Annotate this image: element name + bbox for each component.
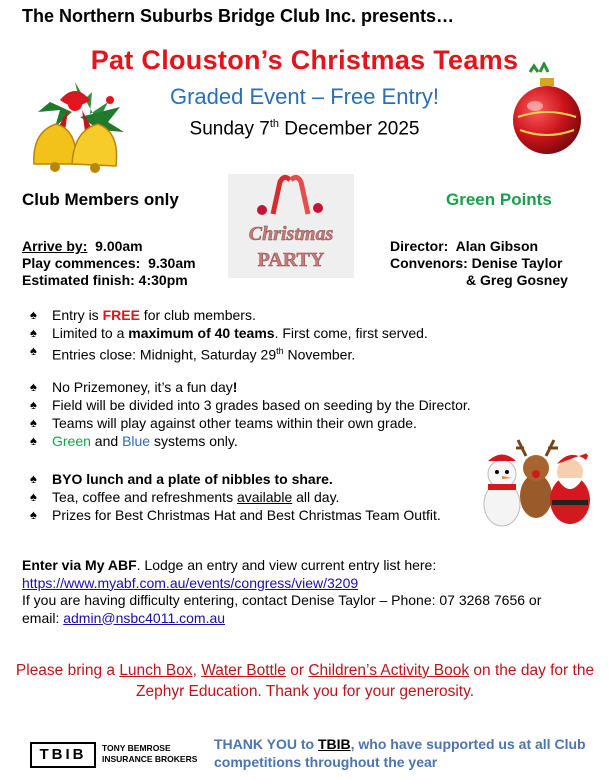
free-highlight: FREE xyxy=(102,307,140,323)
list-item: ♠ Teams will play against other teams within their own grade. xyxy=(30,415,417,431)
email-line: email: admin@nsbc4011.com.au xyxy=(22,609,226,626)
event-subtitle: Graded Event – Free Entry! xyxy=(169,84,440,109)
convenor-2-row: & Greg Gosney xyxy=(466,272,568,288)
spade-icon: ♠ xyxy=(30,471,37,486)
tbib-mention: TBIB xyxy=(317,736,351,752)
list-item: ♠ Entries close: Midnight, Saturday 29th November. xyxy=(30,343,356,363)
date-prefix: Sunday 7 xyxy=(189,118,270,140)
format-details-list xyxy=(30,378,471,450)
date-sup: th xyxy=(269,118,279,130)
max-teams-highlight: maximum of 40 teams xyxy=(128,325,275,341)
play-label: Play commences: xyxy=(22,255,141,271)
entry-info-block xyxy=(22,557,597,627)
arrive-time: 9.00am xyxy=(87,238,143,254)
christmas-bauble-icon xyxy=(508,62,588,162)
director-name: Alan Gibson xyxy=(448,238,539,254)
tbib-logo-mark: TBIB xyxy=(30,742,96,768)
activity-book-item: Children’s Activity Book xyxy=(308,662,470,679)
play-time: 9.30am xyxy=(140,255,196,271)
convenors-row xyxy=(390,255,568,272)
enter-line: Enter via My ABF. Lodge an entry and view current entry list here: xyxy=(22,557,437,573)
christmas-bells-icon xyxy=(20,72,130,177)
catering-details-list xyxy=(30,470,441,524)
list-item: ♠ Tea, coffee and refreshments available all day. xyxy=(30,489,340,505)
green-system: Green xyxy=(52,433,91,449)
christmas-party-image xyxy=(228,174,354,278)
difficulty-line: If you are having difficulty entering, contact Denise Taylor – Phone: 07 3268 7656 or xyxy=(22,592,542,608)
spade-icon: ♠ xyxy=(30,343,37,358)
org-line: The Northern Suburbs Bridge Club Inc. presents… xyxy=(22,6,455,26)
list-item: ♠ No Prizemoney, it’s a fun day! xyxy=(30,379,238,395)
spade-icon: ♠ xyxy=(30,489,37,504)
schedule-block xyxy=(22,238,196,289)
staff-block xyxy=(390,238,568,289)
spade-icon: ♠ xyxy=(30,325,37,340)
svg-text:PARTY: PARTY xyxy=(257,249,325,271)
spade-icon: ♠ xyxy=(30,433,37,448)
spade-icon: ♠ xyxy=(30,307,37,322)
finish-label: Estimated finish: xyxy=(22,272,135,288)
list-item: ♠ Green and Blue systems only. xyxy=(30,433,238,449)
enter-via-label: Enter via My ABF xyxy=(22,557,137,573)
finish-row xyxy=(22,272,196,289)
director-row xyxy=(390,238,568,255)
date-suffix: December 2025 xyxy=(279,118,420,140)
blue-system: Blue xyxy=(122,433,151,449)
green-points-label: Green Points xyxy=(446,190,552,209)
list-item: ♠ Prizes for Best Christmas Hat and Best Christmas Team Outfit. xyxy=(30,507,441,523)
list-item: ♠ Field will be divided into 3 grades based on seeding by the Director. xyxy=(30,397,471,413)
list-item: ♠ Entry is FREE for club members. xyxy=(30,307,256,323)
director-label: Director: xyxy=(390,238,449,254)
members-only-label: Club Members only xyxy=(22,190,179,209)
christmas-characters-icon xyxy=(474,434,596,532)
tbib-logo xyxy=(30,740,210,768)
list-item: ♠ BYO lunch and a plate of nibbles to share. xyxy=(30,471,333,487)
convenors-label: Convenors: xyxy=(390,255,468,271)
party-image-text: Christmas xyxy=(248,223,334,245)
tbib-logo-text: TONY BEMROSE INSURANCE BROKERS xyxy=(102,743,198,764)
entry-list-link[interactable]: https://www.myabf.com.au/events/congress/view/3209 xyxy=(22,574,359,591)
convenor-1: Denise Taylor xyxy=(467,255,563,271)
arrive-label: Arrive by: xyxy=(22,238,88,254)
donation-request: Please bring a Lunch Box, Water Bottle or Children’s Activity Book on the day for the Zephyr Education. Thank you for your generosity. xyxy=(15,662,595,700)
lunch-box-item: Lunch Box xyxy=(119,662,193,679)
email-link[interactable]: admin@nsbc4011.com.au xyxy=(63,609,226,626)
arrive-row xyxy=(22,238,196,255)
spade-icon: ♠ xyxy=(30,397,37,412)
spade-icon: ♠ xyxy=(30,379,37,394)
water-bottle-item: Water Bottle xyxy=(201,662,286,679)
play-row xyxy=(22,255,196,272)
list-item: ♠ Limited to a maximum of 40 teams. First come, first served. xyxy=(30,325,428,341)
sponsor-thanks: THANK YOU to TBIB, who have supported us at all Club competitions throughout the year xyxy=(214,736,586,770)
spade-icon: ♠ xyxy=(30,415,37,430)
spade-icon: ♠ xyxy=(30,507,37,522)
entry-details-list xyxy=(30,306,428,364)
finish-time: 4:30pm xyxy=(134,272,188,288)
event-title: Pat Clouston’s Christmas Teams xyxy=(90,45,519,75)
